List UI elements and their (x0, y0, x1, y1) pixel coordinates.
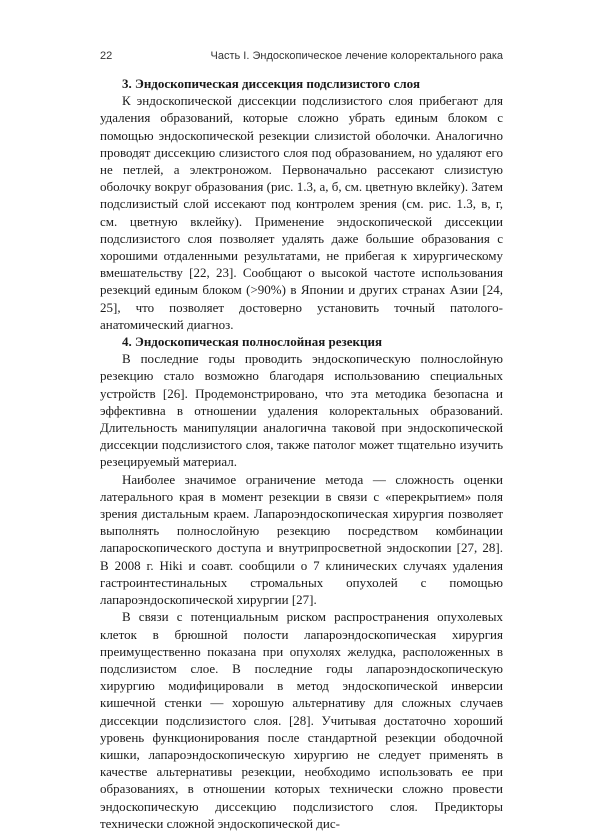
page-number: 22 (100, 50, 113, 62)
section-heading-full-thickness-resection: 4. Эндоскопическая полнослойная резекция (122, 334, 382, 350)
body-text (100, 75, 503, 832)
paragraph: К эндоскопической диссекции подслизистого слоя прибегают для удаления образований, которые сложно убрать единым блоком с помощью эндоскопической резекции слизистой оболочки. Аналогично проводят диссекцию слизистого слоя под образованием, но удаляют его не петлей, а электроножом. Первоначально рассекают слизистую оболочку вокруг образования (рис. 1.3, а, б, см. цветную вклейку). Затем подслизистый слой иссекают под контролем зрения (см. рис. 1.3, в, г, см. цветную вклейку). Применение эндоскопической диссекции подслизистого слоя позволяет удалять даже большие образования с хорошими отдаленными результатами, не прибегая к хирургическому вмешательству [22, 23]. Сообщают о высокой частоте использования резекций единым блоком (>90%) в Японии и других странах Азии [24, 25], что позволяет достоверно установить точный патолого-анатомический диагноз. (100, 93, 503, 332)
paragraph: В связи с потенциальным риском распространения опухолевых клеток в брюшной полости лапароэндоскопическая хирургия преимущественно показана при опухолях желудка, расположенных в подслизистом слое. В последние годы лапароэндоскопическую хирургию модифицировали в метод эндоскопической инверсии кишечной стенки — хорошую альтернативу для сложных случаев диссекции подслизистого слоя. [28]. Учитывая достаточно хороший уровень функционирования после стандартной резекции ободочной кишки, лапароэндоскопическую хирургию не следует применять в качестве альтернативы резекции, необходимо использовать ее при образованиях, в отношении которых технически сложно провести эндоскопическую диссекцию подслизистого слоя. Предикторы технически сложной эндоскопической дис- (100, 609, 503, 831)
section-heading-submucosal-dissection: 3. Эндоскопическая диссекция подслизистого слоя (122, 76, 420, 91)
paragraph: В последние годы проводить эндоскопическую полнослойную резекцию стало возможно благодаря использованию специальных устройств [26]. Продемонстрировано, что эта методика безопасна и эффективна в отношении удаления колоректальных образований. Длительность манипуляции аналогична таковой при эндоскопической диссекции подслизистого слоя, также патолог может тщательно изучить резецируемый материал. (100, 351, 503, 470)
running-title: Часть I. Эндоскопическое лечение колоректального рака (210, 50, 503, 62)
running-header (100, 49, 503, 63)
paragraph: Наиболее значимое ограничение метода — сложность оценки латерального края в момент резекции в связи с «перекрытием» поля зрения дистальным краем. Лапароэндоскопическая хирургия позволяет выполнять полнослойную резекцию посредством комбинации лапароскопического доступа и внутрипросветной эндоскопии [27, 28]. В 2008 г. Hiki и соавт. сообщили о 7 клинических случаях удаления гастроинтестинальных стромальных опухолей с помощью лапароэндоскопической хирургии [27]. (100, 471, 503, 608)
